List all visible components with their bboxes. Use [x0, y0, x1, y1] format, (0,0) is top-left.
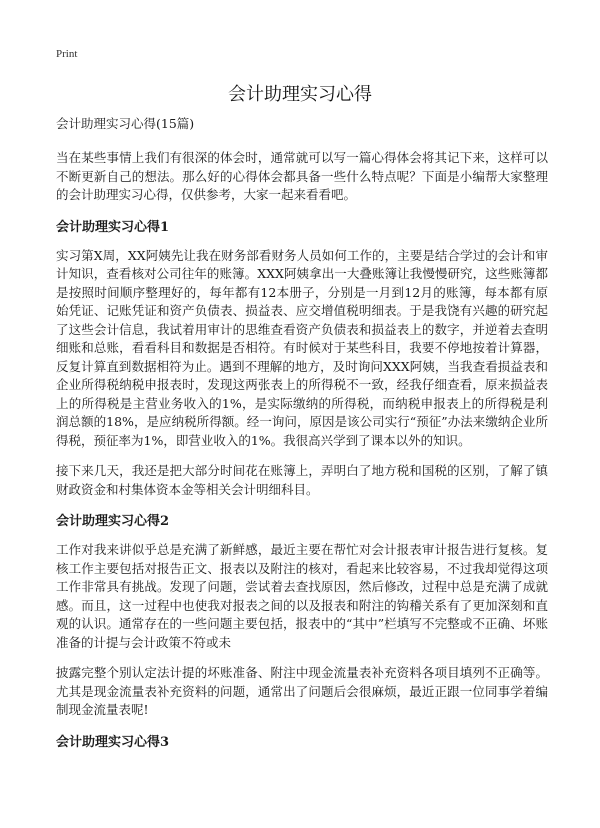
section-1-paragraph-2: 接下来几天，我还是把大部分时间花在账簿上，弄明白了地方税和国税的区别，了解了镇财政资金和村集体资本金等相关会计明细科目。 [56, 463, 548, 497]
section-1-paragraph-1: 实习第X周，XX阿姨先让我在财务部看财务人员如何工作的，主要是结合学过的会计和审计知识，查看核对公司往年的账簿。XXX阿姨拿出一大叠账簿让我慢慢研究，这些账簿都是按照时间顺序整理好的，每年都有12本册子，分别是一月到12月的账簿，每本都有原始凭证、记账凭证和资产负债表、损益表、应交增值税明细表。于是我饶有兴趣的研究起了这些会计信息，我试着用审计的思维查看资产负债表和损益表上的数字，并逆着去查明细账和总账，看看科目和数据是否相符。有时候对于某些科目，我要不停地按着计算器，反复计算直到数据相符为止。遇到不理解的地方，及时询问XXX阿姨，当我查看损益表和企业所得税纳税申报表时，发现这两张表上的所得税不一致，经我仔细查看，原来损益表上的所得税是主营业务收入的1%，是实际缴纳的所得税，而纳税申报表上的所得税是利润总额的18%，是应纳税所得额。经一询问，原因是该公司实行“预征”办法来缴纳企业所得税，预征率为1%，即营业收入的1%。我很高兴学到了课本以外的知识。 [56, 247, 548, 448]
print-link[interactable]: Print [56, 48, 78, 60]
document-title: 会计助理实习心得 [228, 84, 372, 105]
section-heading-1: 会计助理实习心得1 [56, 219, 170, 235]
section-heading-3: 会计助理实习心得3 [56, 734, 170, 750]
section-2-paragraph-2: 披露完整个别认定法计提的坏账准备、附注中现金流量表补充资料各项目填列不正确等。尤其是现金流量表补充资料的问题，通常出了问题后会很麻烦，最近正跟一位同事学着编制现金流量表呢! [56, 665, 548, 717]
document-body [56, 115, 548, 762]
section-heading-2: 会计助理实习心得2 [56, 514, 170, 529]
document-subtitle: 会计助理实习心得(15篇) [56, 116, 195, 131]
section-2-paragraph-1: 工作对我来讲似乎总是充满了新鲜感，最近主要在帮忙对会计报表审计报告进行复核。复核工作主要包括对报告正文、报表以及附注的核对，看起来比较容易，不过我却觉得这项工作非常具有挑战。发现了问题，尝试着去查找原因，然后修改，过程中总是充满了成就感。而且，这一过程中也使我对报表之间的以及报表和附注的钩稽关系有了更加深刻和直观的认识。通常存在的一些问题主要包括，报表中的“其中”栏填写不完整或不正确、坏账准备的计提与会计政策不符或未 [56, 542, 548, 650]
intro-paragraph: 当在某些事情上我们有很深的体会时，通常就可以写一篇心得体会将其记下来，这样可以不断更新自己的想法。那么好的心得体会都具备一些什么特点呢？下面是小编帮大家整理的会计助理实习心得，仅供参考，大家一起来看看吧。 [56, 150, 548, 202]
